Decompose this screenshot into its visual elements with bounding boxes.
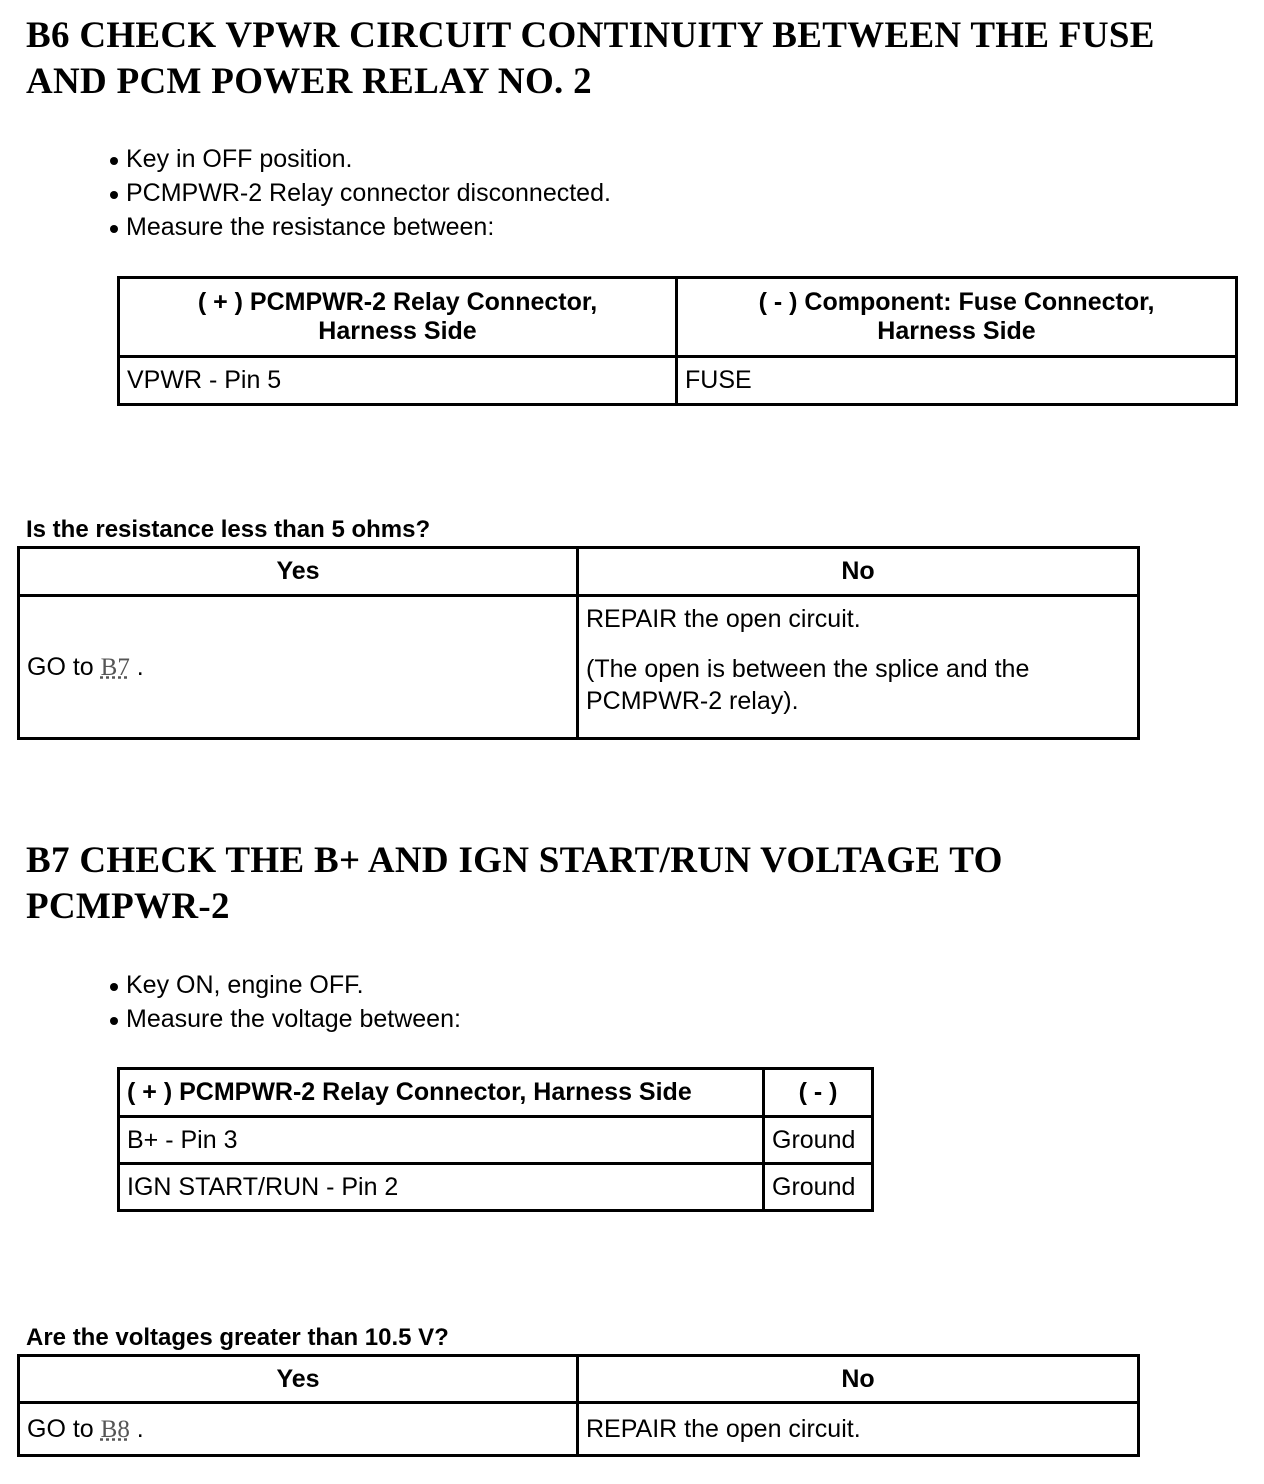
b6-heading-line1: B6 CHECK VPWR CIRCUIT CONTINUITY BETWEEN THE FUSE [26, 15, 1155, 56]
table-header-positive: ( + ) PCMPWR-2 Relay Connector, Harness Side [119, 278, 677, 357]
b6-heading [26, 13, 1155, 105]
b7-heading-line1: B7 CHECK THE B+ AND IGN START/RUN VOLTAGE TO [26, 840, 1003, 881]
table-header-positive: ( + ) PCMPWR-2 Relay Connector, Harness Side [119, 1069, 764, 1117]
table-header-negative: ( - ) Component: Fuse Connector, Harness Side [677, 278, 1237, 357]
table-cell: Ground [764, 1164, 873, 1211]
table-row [19, 1403, 1139, 1456]
b6-heading-line2: AND PCM POWER RELAY NO. 2 [26, 61, 592, 102]
table-header-negative: ( - ) [764, 1069, 873, 1117]
yes-header: Yes [19, 548, 578, 596]
table-row [19, 596, 1139, 739]
list-item: Key in OFF position. [108, 142, 611, 176]
table-cell: B+ - Pin 3 [119, 1117, 764, 1164]
no-cell: REPAIR the open circuit. [578, 1403, 1139, 1456]
table-cell: IGN START/RUN - Pin 2 [119, 1164, 764, 1211]
list-item: PCMPWR-2 Relay connector disconnected. [108, 176, 611, 210]
b7-result-table [17, 1354, 1140, 1457]
table-row [119, 357, 1237, 405]
list-item: Measure the voltage between: [108, 1002, 461, 1036]
b7-heading-line2: PCMPWR-2 [26, 886, 230, 927]
table-header-row [19, 1356, 1139, 1403]
yes-cell: GO to B7 . [19, 596, 578, 739]
b7-bullet-list [108, 968, 461, 1036]
table-header-row [19, 548, 1139, 596]
goto-b8-link[interactable]: B8 [100, 1415, 130, 1443]
table-header-row [119, 278, 1237, 357]
b7-heading [26, 838, 1003, 930]
no-header: No [578, 548, 1139, 596]
table-header-row [119, 1069, 873, 1117]
goto-b7-link[interactable]: B7 [100, 653, 130, 681]
yes-cell: GO to B8 . [19, 1403, 578, 1456]
table-row [119, 1164, 873, 1211]
table-row [119, 1117, 873, 1164]
table-cell: FUSE [677, 357, 1237, 405]
yes-header: Yes [19, 1356, 578, 1403]
list-item: Measure the resistance between: [108, 210, 611, 244]
no-header: No [578, 1356, 1139, 1403]
no-cell: REPAIR the open circuit. (The open is between the splice and the PCMPWR-2 relay). [578, 596, 1139, 739]
table-cell: VPWR - Pin 5 [119, 357, 677, 405]
b7-measurement-table [117, 1067, 874, 1212]
b6-measurement-table [117, 276, 1238, 406]
table-cell: Ground [764, 1117, 873, 1164]
list-item: Key ON, engine OFF. [108, 968, 461, 1002]
b6-question: Is the resistance less than 5 ohms? [26, 516, 431, 543]
b6-bullet-list [108, 142, 611, 244]
b6-result-table [17, 546, 1140, 740]
b7-question: Are the voltages greater than 10.5 V? [26, 1324, 449, 1351]
